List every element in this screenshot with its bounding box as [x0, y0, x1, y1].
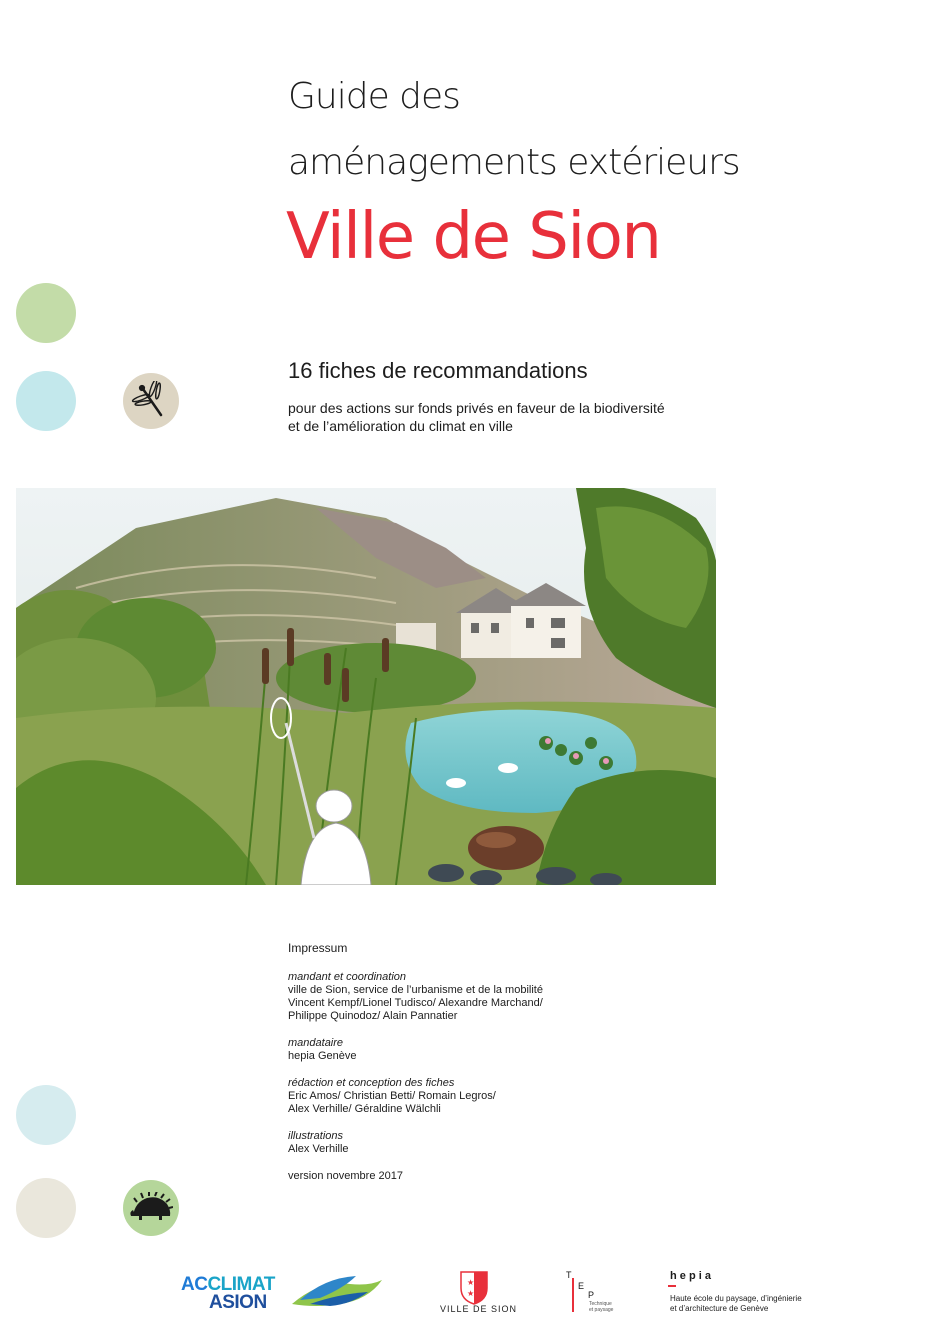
- acclimat-ac: AC: [181, 1274, 208, 1295]
- decor-dot-lightblue: [16, 1085, 76, 1145]
- decor-dot-green: [16, 283, 76, 343]
- sion-coat-of-arms-icon: [459, 1270, 489, 1306]
- impressum-section-coordination: [288, 971, 543, 1023]
- impressum-line: Vincent Kempf/Lionel Tudisco/ Alexandre Marchand/: [288, 997, 543, 1009]
- svg-text:★: ★: [467, 1289, 475, 1298]
- tep-e: E: [578, 1281, 585, 1291]
- impressum-line: Philippe Quinodoz/ Alain Pannatier: [288, 1010, 458, 1022]
- tep-p: P: [588, 1290, 595, 1300]
- impressum-line: Alex Verhille/ Géraldine Wälchli: [288, 1103, 441, 1115]
- subtitle-line-1: pour des actions sur fonds privés en faveur de la biodiversité: [288, 400, 665, 416]
- impressum-line: ville de Sion, service de l’urbanisme et de la mobilité: [288, 984, 543, 996]
- impressum-heading: Impressum: [288, 941, 348, 955]
- impressum-role: mandataire: [288, 1037, 344, 1049]
- decor-dot-blue: [16, 371, 76, 431]
- hepia-red-mark: [668, 1285, 676, 1287]
- acclimat-swoosh-icon: [290, 1270, 384, 1312]
- impressum-role: illustrations: [288, 1130, 344, 1142]
- impressum-line: hepia Genève: [288, 1050, 357, 1062]
- hedgehog-icon: [123, 1180, 179, 1236]
- subtitle-line-2: et de l’amélioration du climat en ville: [288, 418, 513, 434]
- hero-illustration: [16, 488, 716, 885]
- impressum-section-mandataire: [288, 1037, 543, 1063]
- svg-text:★: ★: [467, 1278, 475, 1287]
- tep-t: T: [566, 1270, 572, 1280]
- hepia-line-2: et d’architecture de Genève: [670, 1304, 769, 1313]
- impressum-line: Eric Amos/ Christian Betti/ Romain Legros/: [288, 1090, 496, 1102]
- title-line-2: aménagements extérieurs: [288, 142, 740, 183]
- dragonfly-icon: [123, 373, 179, 429]
- impressum: [288, 942, 543, 1183]
- tep-caption-2: et paysage: [589, 1307, 614, 1313]
- impressum-version: version novembre 2017: [288, 1170, 403, 1182]
- tep-red-bar: [572, 1278, 574, 1312]
- ville-de-sion-label: VILLE DE SION: [440, 1304, 518, 1314]
- title-line-1: Guide des: [288, 76, 460, 117]
- impressum-section-redaction: [288, 1077, 543, 1116]
- impressum-line: Alex Verhille: [288, 1143, 349, 1155]
- acclimat-rest: CLIMAT: [207, 1274, 275, 1295]
- title-city: Ville de Sion: [286, 200, 661, 274]
- acclimat-asion: ASION: [209, 1292, 267, 1313]
- decor-dot-beige: [16, 1178, 76, 1238]
- hepia-name: h e p i a: [670, 1270, 711, 1282]
- impressum-section-illustrations: [288, 1130, 543, 1156]
- tep-caption-1: Technique: [589, 1301, 612, 1307]
- hepia-line-1: Haute école du paysage, d’ingénierie: [670, 1294, 802, 1303]
- impressum-role: mandant et coordination: [288, 971, 407, 983]
- subtitle-main: 16 fiches de recommandations: [288, 358, 588, 383]
- impressum-role: rédaction et conception des fiches: [288, 1077, 455, 1089]
